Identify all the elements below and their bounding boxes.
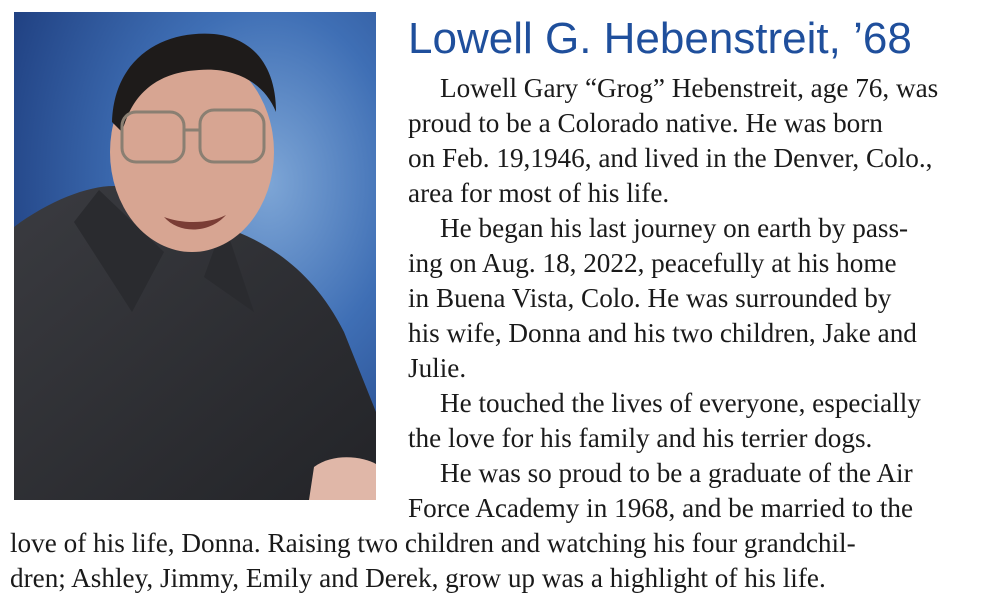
body-line: his wife, Donna and his two children, Jake and — [408, 318, 917, 348]
body-line: He touched the lives of everyone, especially — [440, 388, 921, 418]
body-line: the love for his family and his terrier dogs. — [408, 423, 873, 453]
body-line: love of his life, Donna. Raising two children and watching his four grandchil- — [10, 528, 856, 558]
body-line: Lowell Gary “Grog” Hebenstreit, age 76, was — [440, 73, 939, 103]
body-line: ing on Aug. 18, 2022, peacefully at his home — [408, 248, 897, 278]
body-line: proud to be a Colorado native. He was born — [408, 108, 883, 138]
body-line: on Feb. 19,1946, and lived in the Denver, Colo., — [408, 143, 933, 173]
body-line: dren; Ashley, Jimmy, Emily and Derek, grow up was a highlight of his life. — [10, 563, 826, 593]
body-line: Force Academy in 1968, and be married to the — [408, 493, 914, 523]
portrait-photo — [14, 12, 376, 500]
body-line: He was so proud to be a graduate of the Air — [440, 458, 913, 488]
body-line: Julie. — [408, 353, 467, 383]
body-line: He began his last journey on earth by pass- — [440, 213, 909, 243]
portrait-image — [14, 12, 376, 500]
body-line: in Buena Vista, Colo. He was surrounded by — [408, 283, 892, 313]
body-line: area for most of his life. — [408, 178, 670, 208]
obituary-headline: Lowell G. Hebenstreit, ’68 — [408, 14, 912, 63]
